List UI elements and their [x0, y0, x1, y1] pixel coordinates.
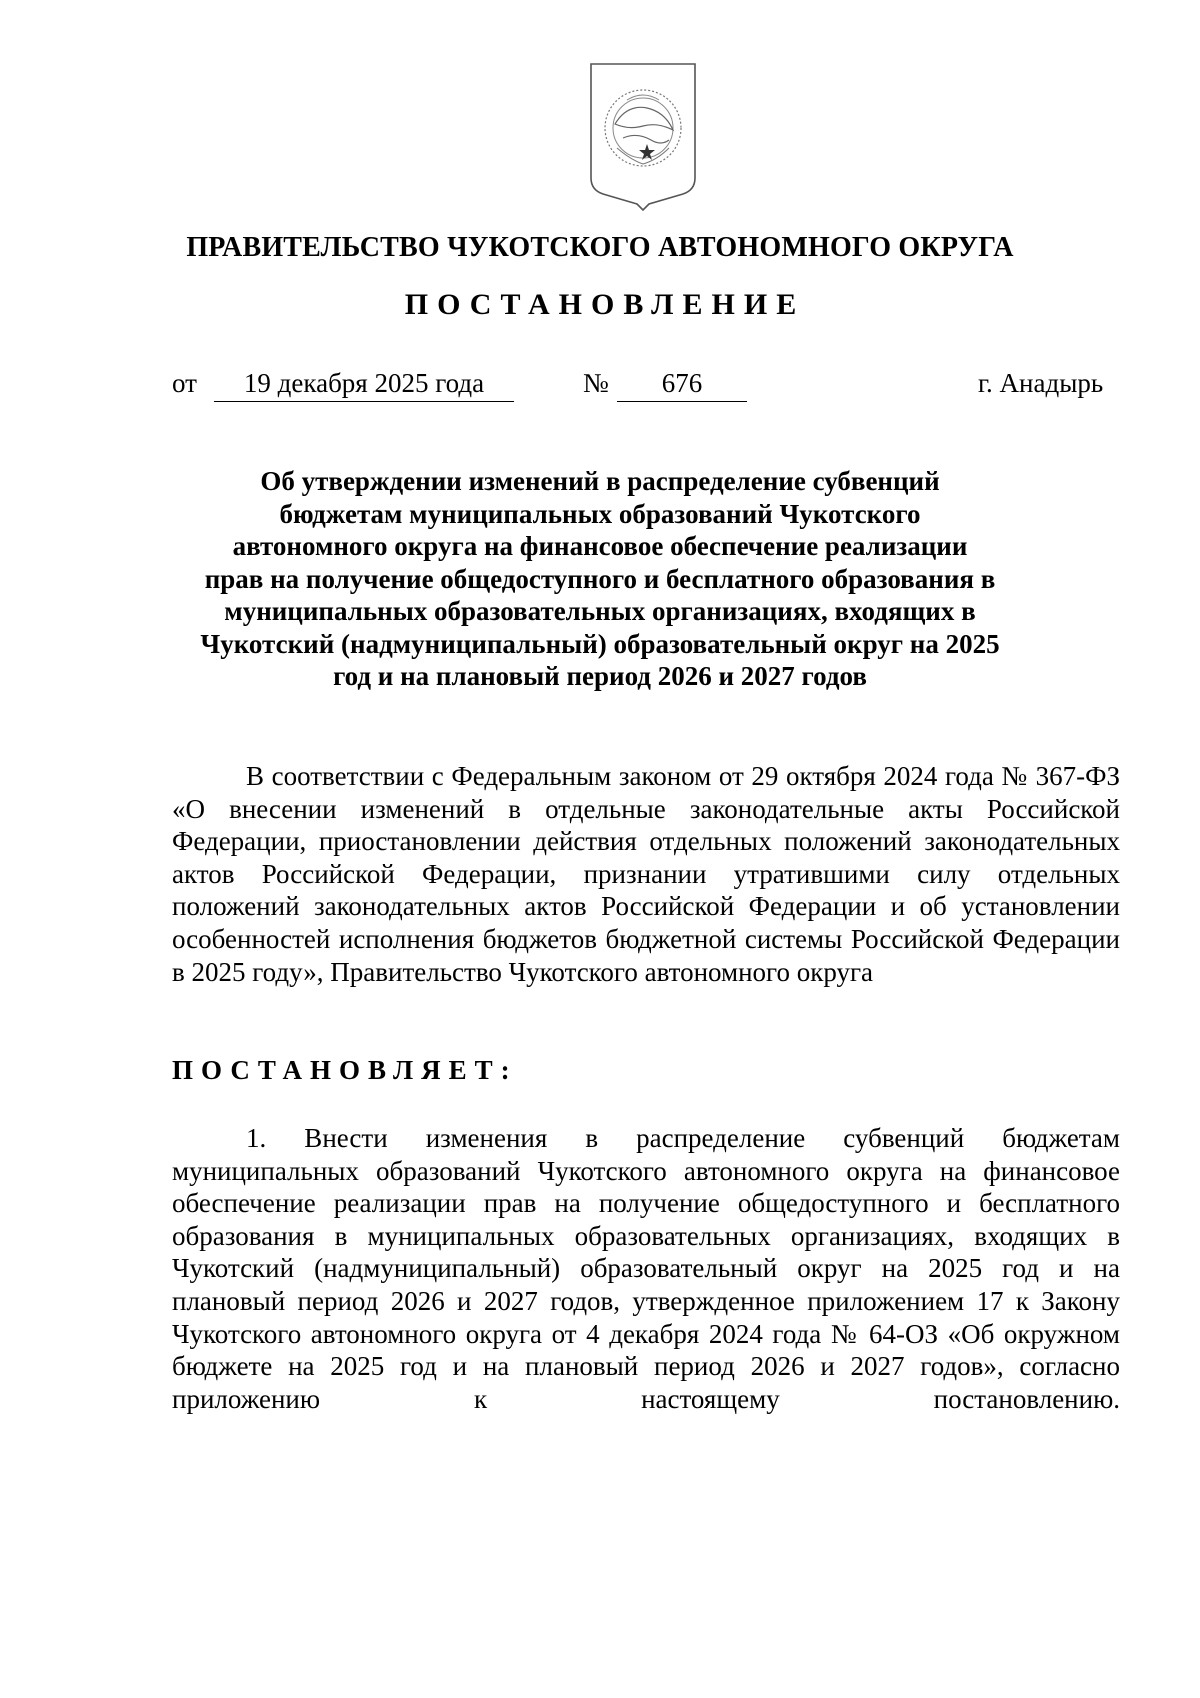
preamble-text: В соответствии с Федеральным законом от 29 октября 2024 года № 367-ФЗ «О внесении изменений в отдельные законодательные акты Российской Федерации, приостановлении действия отдельных положений законодательных актов Российской Федерации, признании утратившими силу отдельных положений законодательных актов Российской Федерации и об установлении особенностей исполнения бюджетов бюджетной системы Российской Федерации в 2025 году», Правительство Чукотского автономного округа: [172, 761, 1120, 987]
decrees-heading: ПОСТАНОВЛЯЕТ:: [172, 1055, 518, 1085]
date-from-label: от: [172, 368, 197, 398]
document-number: 676: [617, 368, 747, 402]
document-type: ПОСТАНОВЛЕНИЕ: [404, 288, 806, 321]
number-label: №: [583, 368, 609, 398]
chukotka-coat-of-arms-icon: [587, 60, 699, 212]
document-date: 19 декабря 2025 года: [214, 368, 514, 402]
city: г. Анадырь: [978, 368, 1104, 398]
document-meta: [0, 368, 1200, 408]
item-1-paragraph: [172, 1122, 1120, 1415]
item-1-text: 1. Внести изменения в распределение субвенций бюджетам муниципальных образований Чукотского автономного округа на финансовое обеспечение реализации прав на получение общедоступного и бесплатного образования в муниципальных образовательных организациях, входящих в Чукотский (надмуниципальный) образовательный округ на 2025 год и на плановый период 2026 и 2027 годов, утвержденное приложением 17 к Закону Чукотского автономного округа от 4 декабря 2024 года № 64-ОЗ «Об окружном бюджете на 2025 год и на плановый период 2026 и 2027 годов», согласно приложению к настоящему постановлению.: [172, 1123, 1120, 1414]
organization-title: ПРАВИТЕЛЬСТВО ЧУКОТСКОГО АВТОНОМНОГО ОКРУГА: [186, 232, 1014, 263]
document-subject: Об утверждении изменений в распределение субвенций бюджетам муниципальных образований Чукотского автономного округа на финансовое обеспечение реализации прав на получение общедоступного и бесплатного образования в муниципальных образовательных организациях, входящих в Чукотский (надмуниципальный) образовательный округ на 2025 год и на плановый период 2026 и 2027 годов: [200, 466, 1000, 691]
preamble-paragraph: [172, 760, 1120, 988]
